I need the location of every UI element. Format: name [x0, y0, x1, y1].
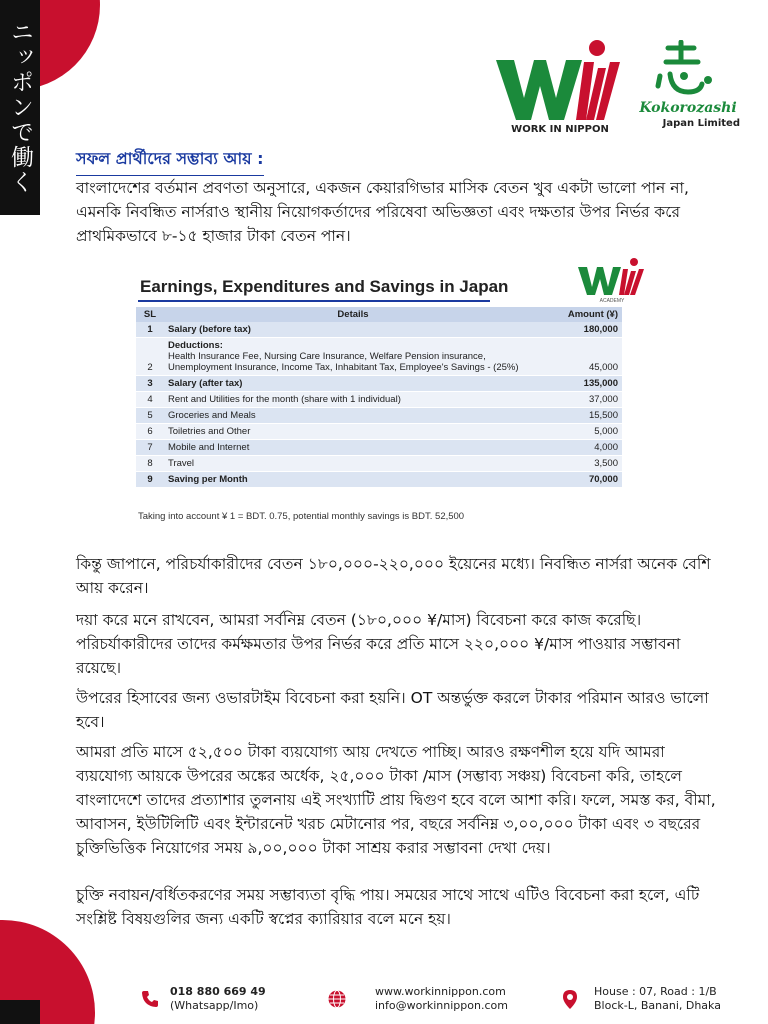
row-amount: 45,000: [542, 338, 622, 376]
table-row: [136, 440, 622, 456]
col-amount: Amount (¥): [542, 307, 622, 322]
row-details: Travel: [164, 456, 542, 472]
globe-icon: [327, 989, 347, 1009]
row-details: Salary (before tax): [164, 322, 542, 338]
col-sl: SL: [136, 307, 164, 322]
kokorozashi-logo-mark: [628, 40, 748, 100]
phone-number[interactable]: 018 880 669 49: [170, 985, 266, 998]
deductions-line-1: Health Insurance Fee, Nursing Care Insurance, Welfare Pension insurance,: [168, 351, 486, 362]
row-sl: 3: [136, 376, 164, 392]
deductions-label: Deductions:: [168, 340, 223, 351]
side-banner-text: ニッポンで働く: [7, 20, 33, 195]
table-row: [136, 408, 622, 424]
row-amount: 180,000: [542, 322, 622, 338]
exchange-rate-note: Taking into account ¥ 1 = BDT. 0.75, potential monthly savings is BDT. 52,500: [138, 511, 465, 522]
footer-phone: [170, 985, 266, 1013]
paragraph-savings: আমরা প্রতি মাসে ৫২,৫০০ টাকা ব্যয়যোগ্য আয় দেখতে পাচ্ছি। আরও রক্ষণশীল হয়ে যদি আমরা ব্যয়যোগ্য আয়কে উপরের অঙ্কের অর্ধেক, ২৫,০০০ টাকা /মাস (সম্ভাব্য সঞ্চয়) বিবেচনা করি, তাহলে বাংলাদেশে তাদের প্রত্যাশার তুলনায় এই সংখ্যাটি প্রায় দ্বিগুণ হবে বলে আশা করি। ফলে, সমস্ত কর, বীমা, আবাসন, ইউটিলিটি এবং ইন্টারনেট খরচ মেটানোর পর, বছরে সর্বনিম্ন ৩,০০,০০০ টাকা এবং ৩ বছরের চুক্তিভিত্তিক নিয়োগের সময় ৯,০০,০০০ টাকা সাশ্রয় করার সম্ভাবনা দেখা দেয়।: [76, 743, 716, 857]
table-row: [136, 472, 622, 488]
table-row: [136, 456, 622, 472]
row-details: Saving per Month: [164, 472, 542, 488]
paragraph-current-trend: বাংলাদেশের বর্তমান প্রবণতা অনুসারে, একজন কেয়ারগিভার মাসিক বেতন খুব একটা ভালো পান না, এমনকি নিবন্ধিত নার্সরাও স্থানীয় নিয়োগকর্তাদের পরিষেবা অভিজ্ঞতা এবং দক্ষতার উপর নির্ভর করে প্রাথমিকভাবে ৮-১৫ হাজার টাকা বেতন পান।: [76, 179, 689, 245]
row-sl: 5: [136, 408, 164, 424]
paragraph-japan-salary: কিন্তু জাপানে, পরিচর্যাকারীদের বেতন ১৮০,০০০-২২০,০০০ ইয়েনের মধ্যে। নিবন্ধিত নার্সরা অনেক বেশি আয় করেন।: [76, 555, 711, 597]
academy-caption: ACADEMY: [599, 298, 625, 303]
website-link[interactable]: www.workinnippon.com: [375, 985, 506, 998]
win-logo-mark: [494, 38, 626, 124]
footer-web: [375, 985, 508, 1013]
side-banner-bottom: [0, 1000, 40, 1024]
work-in-nippon-logo: [494, 38, 626, 138]
footer-address: [594, 985, 721, 1013]
row-details: Toiletries and Other: [164, 424, 542, 440]
address-line-2: Block-L, Banani, Dhaka: [594, 999, 721, 1012]
section-heading: সফল প্রার্থীদের সম্ভাব্য আয় :: [76, 146, 264, 176]
kokorozashi-subtitle: Japan Limited: [662, 118, 740, 129]
deductions-line-2: Unemployment Insurance, Income Tax, Inhabitant Tax, Employee's Savings - (25%): [168, 362, 519, 373]
row-details: Mobile and Internet: [164, 440, 542, 456]
win-academy-logo: [576, 257, 646, 303]
paragraph-minimum-salary: দয়া করে মনে রাখবেন, আমরা সর্বনিম্ন বেতন (১৮০,০০০ ¥/মাস) বিবেচনা করে কাজ করেছি। পরিচর্যাকারীদের তাদের কর্মক্ষমতার উপর নির্ভর করে প্রতি মাসে ২২০,০০০ ¥/মাস পাওয়ার সম্ভাবনা রয়েছে।: [76, 611, 681, 677]
row-sl: 9: [136, 472, 164, 488]
phone-icon: [140, 989, 160, 1009]
row-sl: 4: [136, 392, 164, 408]
row-amount: 5,000: [542, 424, 622, 440]
row-amount: 70,000: [542, 472, 622, 488]
row-sl: 1: [136, 322, 164, 338]
row-sl: 8: [136, 456, 164, 472]
earnings-table: [136, 307, 622, 488]
location-pin-icon: [560, 987, 580, 1011]
win-logo-caption: WORK IN NIPPON: [511, 124, 609, 135]
table-row: [136, 322, 622, 338]
win-academy-logo-mark: [576, 257, 646, 303]
table-title: Earnings, Expenditures and Savings in Japan: [140, 277, 509, 296]
row-amount: 15,500: [542, 408, 622, 424]
table-row: [136, 424, 622, 440]
paragraph-contract-renewal: চুক্তি নবায়ন/বর্ধিতকরণের সময় সম্ভাব্যতা বৃদ্ধি পায়। সময়ের সাথে সাথে এটিও বিবেচনা করা হলে, এটি সংশ্লিষ্ট বিষয়গুলির জন্য একটি স্বপ্নের ক্যারিয়ার বলে মনে হয়।: [76, 886, 700, 928]
row-details: Salary (after tax): [164, 376, 542, 392]
kokorozashi-name: Kokorozashi: [639, 100, 737, 116]
col-details: Details: [164, 307, 542, 322]
paragraph-overtime: উপরের হিসাবের জন্য ওভারটাইম বিবেচনা করা হয়নি। OT অন্তর্ভুক্ত করলে টাকার পরিমান আরও ভালো হবে।: [76, 689, 709, 731]
row-details: [164, 338, 542, 376]
row-amount: 37,000: [542, 392, 622, 408]
table-row: [136, 376, 622, 392]
table-title-underline: [138, 300, 490, 302]
side-banner: [0, 0, 40, 215]
row-sl: 6: [136, 424, 164, 440]
email-link[interactable]: info@workinnippon.com: [375, 999, 508, 1012]
row-sl: 2: [136, 338, 164, 376]
row-details: Groceries and Meals: [164, 408, 542, 424]
table-row: [136, 392, 622, 408]
row-amount: 135,000: [542, 376, 622, 392]
row-sl: 7: [136, 440, 164, 456]
kokorozashi-logo: [628, 40, 748, 135]
row-amount: 3,500: [542, 456, 622, 472]
address-line-1: House : 07, Road : 1/B: [594, 985, 717, 998]
phone-apps: (Whatsapp/Imo): [170, 999, 259, 1012]
earnings-table-figure: [136, 255, 625, 525]
table-row: [136, 338, 622, 376]
row-details: Rent and Utilities for the month (share with 1 individual): [164, 392, 542, 408]
row-amount: 4,000: [542, 440, 622, 456]
